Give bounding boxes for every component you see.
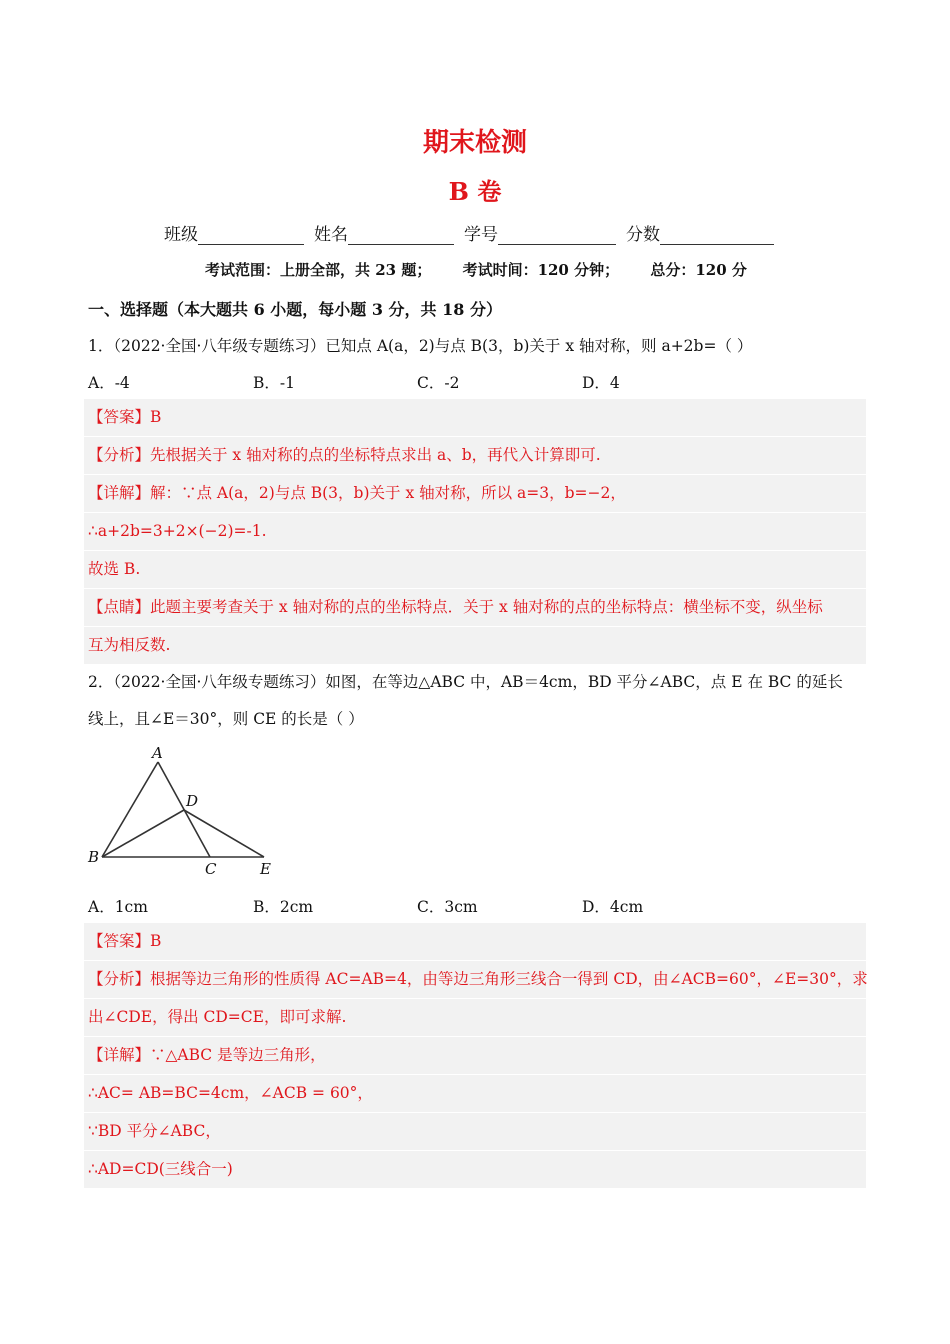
detail-line: 【详解】∵△ABC 是等边三角形，	[84, 1037, 866, 1075]
exam-time: 考试时间：120 分钟；	[462, 261, 620, 279]
class-field[interactable]: 班级	[164, 220, 304, 245]
option-b[interactable]: B．2cm	[253, 898, 314, 916]
exam-total: 总分：120 分	[650, 261, 747, 279]
option-d[interactable]: D．4cm	[582, 898, 644, 916]
question-2-solution	[84, 923, 866, 1189]
detail-line: ∴AD=CD(三线合一)	[84, 1151, 866, 1189]
page-subtitle: B 卷	[448, 177, 502, 206]
detail-line: ∴a+2b=3+2×(−2)=-1.	[84, 513, 866, 551]
answer-line: 【答案】B	[84, 399, 866, 437]
answer-line: 【答案】B	[84, 923, 866, 961]
segment-de	[184, 810, 264, 857]
detail-line: 【详解】解：∵点 A(a，2)与点 B(3，b)关于 x 轴对称，所以 a=3，b=−2，	[84, 475, 866, 513]
detail-line: 故选 B.	[84, 551, 866, 589]
student-info-line	[164, 220, 774, 245]
question-2-text: 2．（2022·全国·八年级专题练习）如图，在等边△ABC 中，AB＝4cm，BD 平分∠ABC，点 E 在 BC 的延长	[88, 673, 843, 691]
analysis-line: 【分析】先根据关于 x 轴对称的点的坐标特点求出 a、b，再代入计算即可.	[84, 437, 866, 475]
exam-scope: 考试范围：上册全部，共 23 题；	[205, 261, 432, 279]
exam-info	[205, 259, 773, 280]
label-b: B	[88, 848, 100, 866]
question-2-text-cont: 线上，且∠E＝30°，则 CE 的长是（ ）	[88, 710, 364, 728]
segment-ab	[102, 762, 158, 857]
segment-ac	[158, 762, 210, 857]
label-d: D	[186, 792, 199, 810]
page-title: 期末检测	[422, 128, 527, 158]
option-d[interactable]: D．4	[582, 374, 620, 392]
comment-line: 【点睛】此题主要考查关于 x 轴对称的点的坐标特点．关于 x 轴对称的点的坐标特点：横坐标不变，纵坐标	[84, 589, 866, 627]
question-1-options	[88, 371, 868, 393]
option-c[interactable]: C．-2	[417, 374, 460, 392]
option-a[interactable]: A．1cm	[88, 898, 148, 916]
analysis-line: 出∠CDE，得出 CD=CE，即可求解.	[84, 999, 866, 1037]
option-c[interactable]: C．3cm	[417, 898, 478, 916]
comment-line: 互为相反数.	[84, 627, 866, 665]
name-field[interactable]: 姓名	[314, 220, 454, 245]
analysis-line: 【分析】根据等边三角形的性质得 AC=AB=4，由等边三角形三线合一得到 CD，由∠ACB=60°，∠E=30°，求	[84, 961, 866, 999]
score-field[interactable]: 分数	[626, 220, 774, 245]
triangle-figure	[86, 744, 286, 880]
option-b[interactable]: B．-1	[253, 374, 295, 392]
detail-line: ∵BD 平分∠ABC，	[84, 1113, 866, 1151]
segment-bd	[102, 810, 184, 857]
option-a[interactable]: A．-4	[88, 374, 130, 392]
label-e: E	[260, 860, 271, 878]
label-c: C	[205, 860, 217, 878]
section-title: 一、选择题（本大题共 6 小题，每小题 3 分，共 18 分）	[88, 300, 502, 319]
question-2-options	[88, 895, 868, 917]
student-id-field[interactable]: 学号	[464, 220, 616, 245]
label-a: A	[152, 744, 163, 762]
detail-line: ∴AC= AB=BC=4cm，∠ACB = 60°，	[84, 1075, 866, 1113]
question-1-solution	[84, 399, 866, 665]
question-1-text: 1．（2022·全国·八年级专题练习）已知点 A(a，2)与点 B(3，b)关于 x 轴对称，则 a+2b=（ ）	[88, 337, 753, 355]
